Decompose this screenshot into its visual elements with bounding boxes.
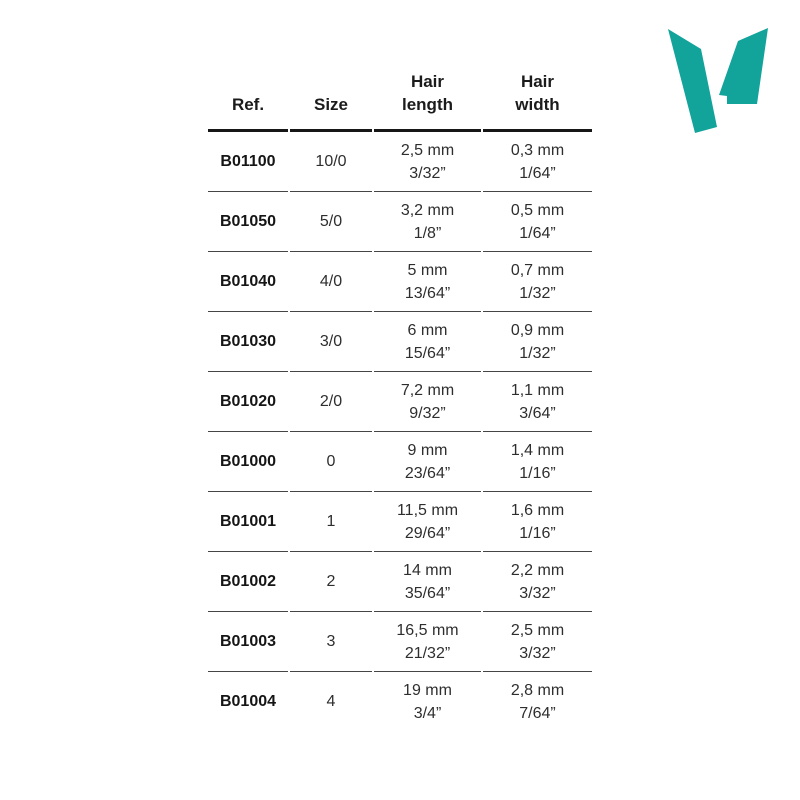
col-header-hair-length bbox=[374, 70, 481, 132]
hair-width-mm: 0,5 mm bbox=[510, 201, 565, 219]
hair-width-inch: 7/64” bbox=[519, 704, 556, 722]
hair-width-inch: 1/64” bbox=[519, 224, 556, 242]
cell-ref: B01040 bbox=[208, 252, 288, 312]
hair-width-inch: 3/64” bbox=[519, 404, 556, 422]
cell-hair-length bbox=[374, 312, 481, 372]
cell-hair-width bbox=[483, 672, 592, 731]
hair-width-inch: 1/16” bbox=[519, 524, 556, 542]
cell-hair-length bbox=[374, 132, 481, 192]
cell-hair-width bbox=[483, 252, 592, 312]
hair-width-inch: 1/32” bbox=[519, 284, 556, 302]
table-body bbox=[208, 132, 592, 731]
hair-length-inch: 3/32” bbox=[409, 164, 446, 182]
cell-hair-length bbox=[374, 492, 481, 552]
hair-length-inch: 9/32” bbox=[409, 404, 446, 422]
cell-size: 2 bbox=[290, 552, 372, 612]
v-logo-left-stroke bbox=[668, 29, 717, 133]
col-header-ref-label: Ref. bbox=[231, 95, 265, 114]
cell-size: 10/0 bbox=[290, 132, 372, 192]
hair-length-inch: 13/64” bbox=[404, 284, 451, 302]
table-row bbox=[208, 252, 592, 312]
cell-hair-length bbox=[374, 552, 481, 612]
cell-ref: B01020 bbox=[208, 372, 288, 432]
cell-size: 2/0 bbox=[290, 372, 372, 432]
hair-length-mm: 16,5 mm bbox=[396, 621, 459, 639]
table-header bbox=[208, 70, 592, 132]
cell-hair-width bbox=[483, 492, 592, 552]
hair-length-inch: 3/4” bbox=[413, 704, 442, 722]
cell-hair-width bbox=[483, 372, 592, 432]
table-row bbox=[208, 432, 592, 492]
col-header-ref bbox=[208, 70, 288, 132]
table-row bbox=[208, 492, 592, 552]
cell-size: 5/0 bbox=[290, 192, 372, 252]
cell-hair-length bbox=[374, 372, 481, 432]
cell-hair-length bbox=[374, 672, 481, 731]
table-row bbox=[208, 612, 592, 672]
hair-width-mm: 2,8 mm bbox=[510, 681, 565, 699]
cell-size: 4 bbox=[326, 693, 336, 710]
cell-ref: B01050 bbox=[208, 192, 288, 252]
cell-hair-length bbox=[374, 432, 481, 492]
cell-hair-width bbox=[483, 432, 592, 492]
cell-ref: B01000 bbox=[208, 432, 288, 492]
hair-length-inch: 35/64” bbox=[404, 584, 451, 602]
hair-length-mm: 3,2 mm bbox=[400, 201, 455, 219]
hair-length-mm: 2,5 mm bbox=[400, 141, 455, 159]
table-row bbox=[208, 132, 592, 192]
cell-hair-length bbox=[374, 252, 481, 312]
table-row bbox=[208, 192, 592, 252]
hair-length-inch: 23/64” bbox=[404, 464, 451, 482]
hair-length-mm: 6 mm bbox=[407, 321, 448, 339]
col-header-size-label: Size bbox=[313, 95, 349, 114]
v-logo-icon bbox=[659, 25, 774, 137]
hair-length-mm: 11,5 mm bbox=[396, 501, 459, 519]
hair-length-mm: 19 mm bbox=[403, 681, 452, 699]
cell-hair-length bbox=[374, 612, 481, 672]
col-header-size bbox=[290, 70, 372, 132]
cell-size: 1 bbox=[290, 492, 372, 552]
header-row bbox=[208, 70, 592, 132]
table-row bbox=[208, 552, 592, 612]
table-row bbox=[208, 312, 592, 372]
hair-width-inch: 3/32” bbox=[519, 644, 556, 662]
col-header-hair-width-line1: Hair bbox=[520, 72, 555, 91]
hair-length-inch: 15/64” bbox=[404, 344, 451, 362]
cell-hair-width bbox=[483, 192, 592, 252]
table-row bbox=[208, 372, 592, 432]
col-header-hair-length-line2: length bbox=[402, 95, 453, 114]
cell-size: 4/0 bbox=[290, 252, 372, 312]
cell-hair-width bbox=[483, 132, 592, 192]
hair-width-inch: 1/16” bbox=[519, 464, 556, 482]
col-header-hair-length-line1: Hair bbox=[410, 72, 445, 91]
cell-hair-width bbox=[483, 552, 592, 612]
hair-length-mm: 14 mm bbox=[403, 561, 452, 579]
cell-ref: B01001 bbox=[208, 492, 288, 552]
cell-hair-width bbox=[483, 612, 592, 672]
cell-ref: B01004 bbox=[219, 693, 277, 710]
cell-size: 3/0 bbox=[290, 312, 372, 372]
hair-length-mm: 5 mm bbox=[407, 261, 448, 279]
cell-size: 0 bbox=[290, 432, 372, 492]
hair-width-mm: 1,4 mm bbox=[510, 441, 565, 459]
cell-ref: B01003 bbox=[208, 612, 288, 672]
hair-width-inch: 3/32” bbox=[519, 584, 556, 602]
hair-width-mm: 2,2 mm bbox=[510, 561, 565, 579]
hair-width-mm: 0,7 mm bbox=[510, 261, 565, 279]
hair-width-inch: 1/64” bbox=[519, 164, 556, 182]
hair-length-mm: 9 mm bbox=[407, 441, 448, 459]
spec-table bbox=[206, 70, 594, 731]
hair-width-mm: 1,1 mm bbox=[510, 381, 565, 399]
v-logo-right-stroke bbox=[719, 28, 768, 104]
hair-width-inch: 1/32” bbox=[519, 344, 556, 362]
hair-length-inch: 1/8” bbox=[413, 224, 442, 242]
cell-size: 3 bbox=[290, 612, 372, 672]
cell-ref: B01030 bbox=[208, 312, 288, 372]
hair-width-mm: 0,3 mm bbox=[510, 141, 565, 159]
hair-length-inch: 21/32” bbox=[404, 644, 451, 662]
col-header-hair-width-line2: width bbox=[515, 95, 560, 114]
table-row bbox=[208, 672, 592, 731]
hair-length-inch: 29/64” bbox=[404, 524, 451, 542]
hair-width-mm: 2,5 mm bbox=[510, 621, 565, 639]
hair-width-mm: 1,6 mm bbox=[510, 501, 565, 519]
hair-width-mm: 0,9 mm bbox=[510, 321, 565, 339]
cell-hair-length bbox=[374, 192, 481, 252]
cell-ref: B01002 bbox=[208, 552, 288, 612]
cell-ref: B01100 bbox=[208, 132, 288, 192]
cell-hair-width bbox=[483, 312, 592, 372]
hair-length-mm: 7,2 mm bbox=[400, 381, 455, 399]
col-header-hair-width bbox=[483, 70, 592, 132]
